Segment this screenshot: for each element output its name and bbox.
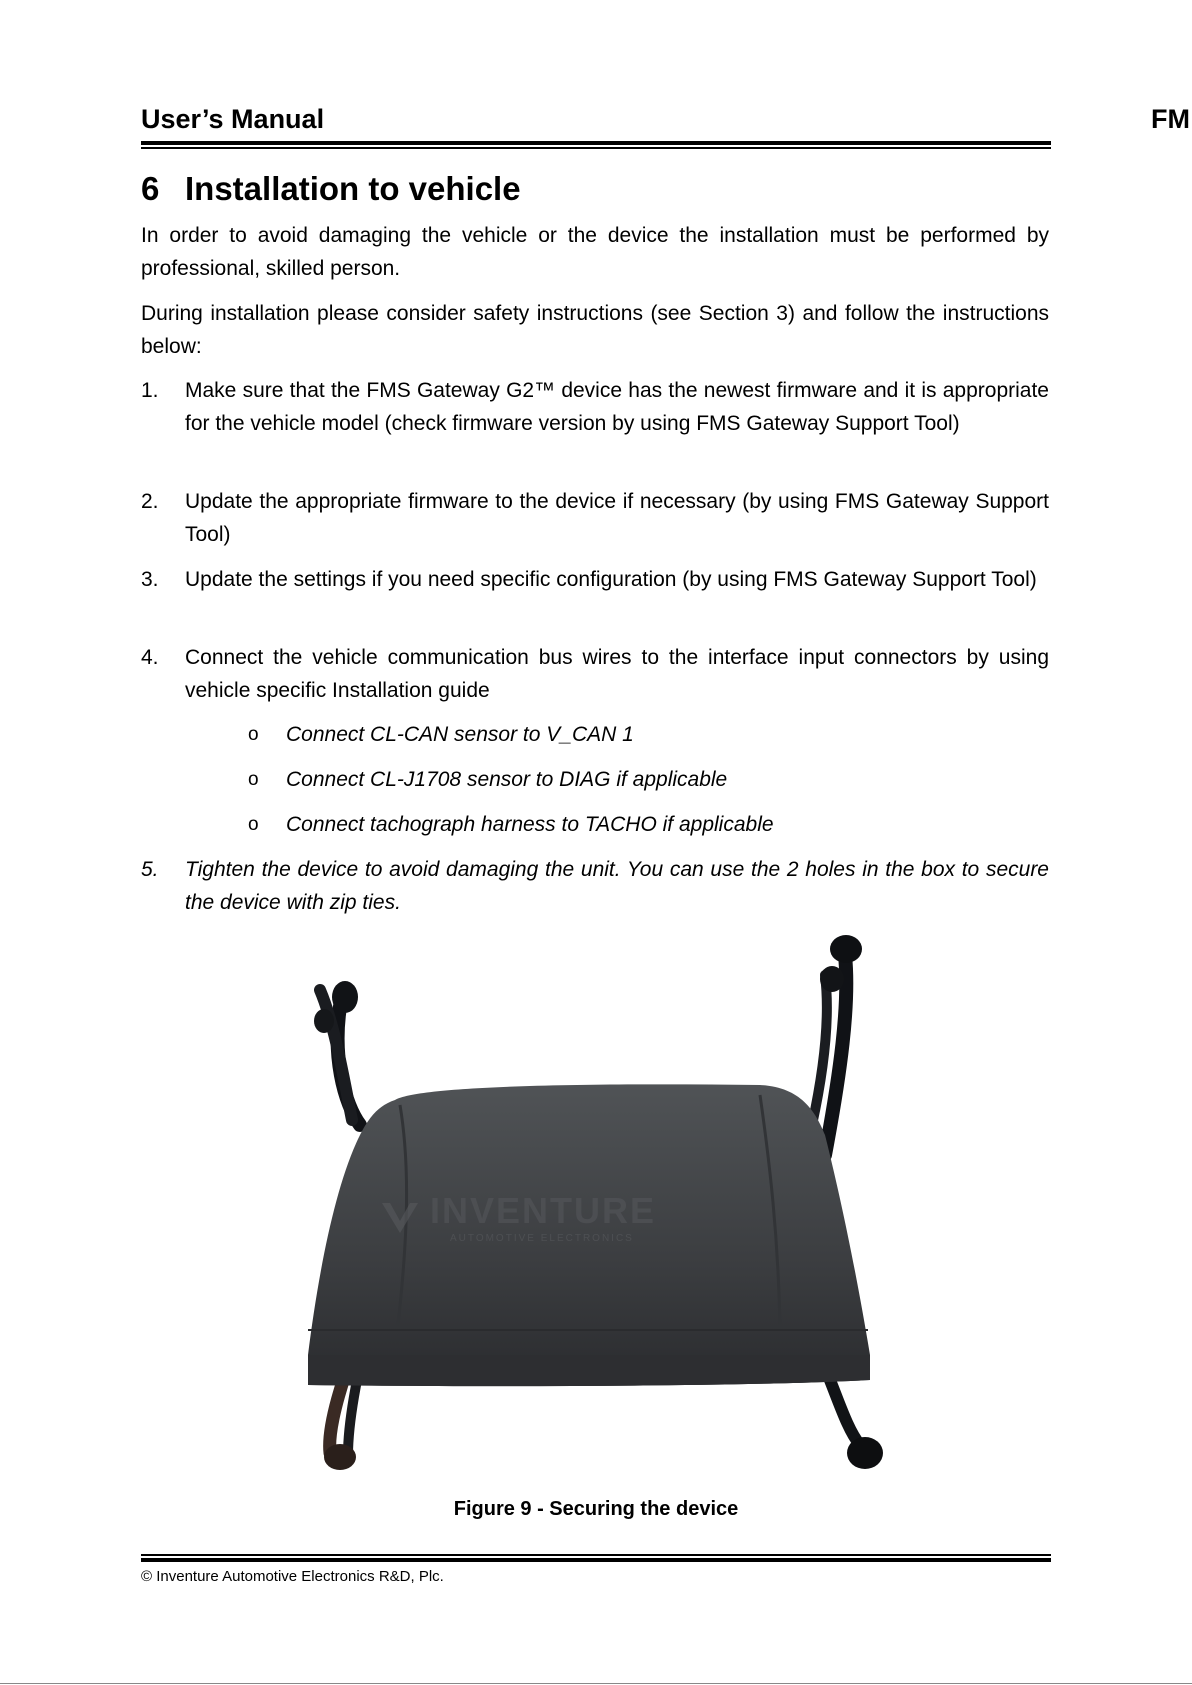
logo-wordmark: INVENTURE [430,1190,657,1231]
sub-bullet-text: Connect CL-CAN sensor to V_CAN 1 [286,723,634,746]
step-item [141,485,1049,551]
bullet-marker: o [248,769,259,790]
instructions-paragraph: During installation please consider safety instructions (see Section 3) and follow the instructions below: [141,302,1049,358]
logo-subtext: AUTOMOTIVE ELECTRONICS [450,1233,634,1244]
step-number: 1. [141,379,159,402]
step-text: Connect the vehicle communication bus wires to the interface input connectors by using vehicle specific Installation guide [185,646,1049,702]
step-item [141,563,1049,596]
footer-rule-thin [141,1554,1051,1556]
sub-bullet-text: Connect CL-J1708 sensor to DIAG if applicable [286,768,728,791]
step-text: Update the settings if you need specific configuration (by using FMS Gateway Support Tool) [185,568,1037,591]
footer-rule-thick [141,1558,1051,1562]
step-item [141,853,1049,919]
figure-caption: Figure 9 - Securing the device [453,1498,739,1520]
step-number: 3. [141,568,159,591]
bullet-marker: o [248,814,259,835]
step-number: 2. [141,490,159,513]
page-edge-line [0,1683,1192,1684]
section-title: Installation to vehicle [185,170,521,207]
footer-copyright: © Inventure Automotive Electronics R&D, Plc. [141,1568,444,1585]
section-heading [141,170,521,208]
sub-bullet-item [248,763,727,796]
document-header-product: FM [1151,104,1190,134]
step-text: Update the appropriate firmware to the device if necessary (by using FMS Gateway Support Tool) [185,490,1049,546]
header-rule-thin [141,147,1051,149]
sub-bullet-text: Connect tachograph harness to TACHO if applicable [286,813,774,836]
step-number: 4. [141,646,159,669]
step-number: 5. [141,858,159,881]
device-photo [300,935,900,1480]
intro-paragraph: In order to avoid damaging the vehicle or the device the installation must be performed by professional, skilled person. [141,224,1049,280]
header-rule-thick [141,141,1051,145]
sub-bullet-item [248,808,774,841]
device-body [308,1084,870,1386]
bullet-marker: o [248,724,259,745]
step-item [141,641,1049,707]
document-header-title: User’s Manual [141,104,325,134]
section-number: 6 [141,170,160,207]
step-item [141,374,1049,440]
sub-bullet-item [248,718,634,751]
step-text: Tighten the device to avoid damaging the unit. You can use the 2 holes in the box to secure the device with zip ties. [185,858,1049,914]
step-text: Make sure that the FMS Gateway G2™ device has the newest firmware and it is appropriate for the vehicle model (check firmware version by using FMS Gateway Support Tool) [185,379,1049,435]
